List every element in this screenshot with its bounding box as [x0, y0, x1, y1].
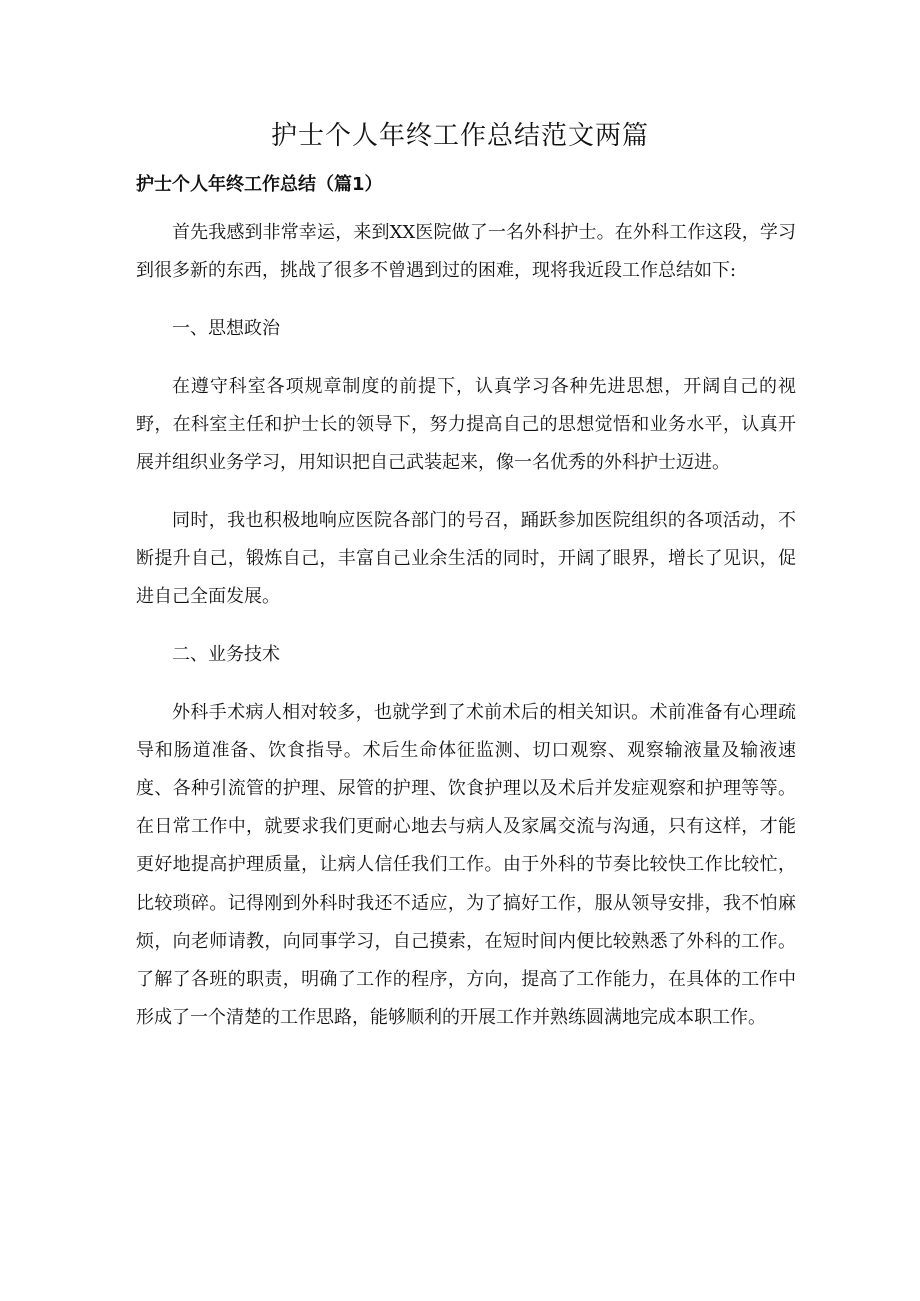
subheading-skills: 二、业务技术 — [172, 643, 280, 665]
section-heading: 护士个人年终工作总结（篇1） — [136, 174, 383, 195]
paragraph-skills: 外科手术病人相对较多，也就学到了术前术后的相关知识。术前准备有心理疏导和肠道准备、饮食指导。术后生命体征监测、切口观察、观察输液量及输液速度、各种引流管的护理、尿管的护理、饮食护理以及术后并发症观察和护理等等。在日常工作中，就要求我们更耐心地去与病人及家属交流与沟通，只有这样，才能更好地提高护理质量，让病人信任我们工作。由于外科的节奏比较快工作比较忙，比较琐碎。记得刚到外科时我还不适应，为了搞好工作，服从领导安排，我不怕麻烦，向老师请教，向同事学习，自己摸索，在短时间内便比较熟悉了外科的工作。了解了各班的职责，明确了工作的程序，方向，提高了工作能力，在具体的工作中形成了一个清楚的工作思路，能够顺利的开展工作并熟练圆满地完成本职工作。 — [136, 701, 796, 1029]
paragraph-intro: 首先我感到非常幸运，来到XX医院做了一名外科护士。在外科工作这段，学习到很多新的东西，挑战了很多不曾遇到过的困难，现将我近段工作总结如下: — [136, 222, 796, 282]
document-body — [136, 214, 796, 1057]
document-title: 护士个人年终工作总结范文两篇 — [270, 121, 649, 151]
subheading-ideology: 一、思想政治 — [172, 317, 280, 339]
paragraph-ideology-activities: 同时，我也积极地响应医院各部门的号召，踊跃参加医院组织的各项活动，不断提升自己，锻炼自己，丰富自己业余生活的同时，开阔了眼界，增长了见识，促进自己全面发展。 — [136, 509, 796, 608]
paragraph-ideology-study: 在遵守科室各项规章制度的前提下，认真学习各种先进思想，开阔自己的视野，在科室主任和护士长的领导下，努力提高自己的思想觉悟和业务水平，认真开展并组织业务学习，用知识把自己武装起来，像一名优秀的外科护士迈进。 — [136, 375, 796, 474]
